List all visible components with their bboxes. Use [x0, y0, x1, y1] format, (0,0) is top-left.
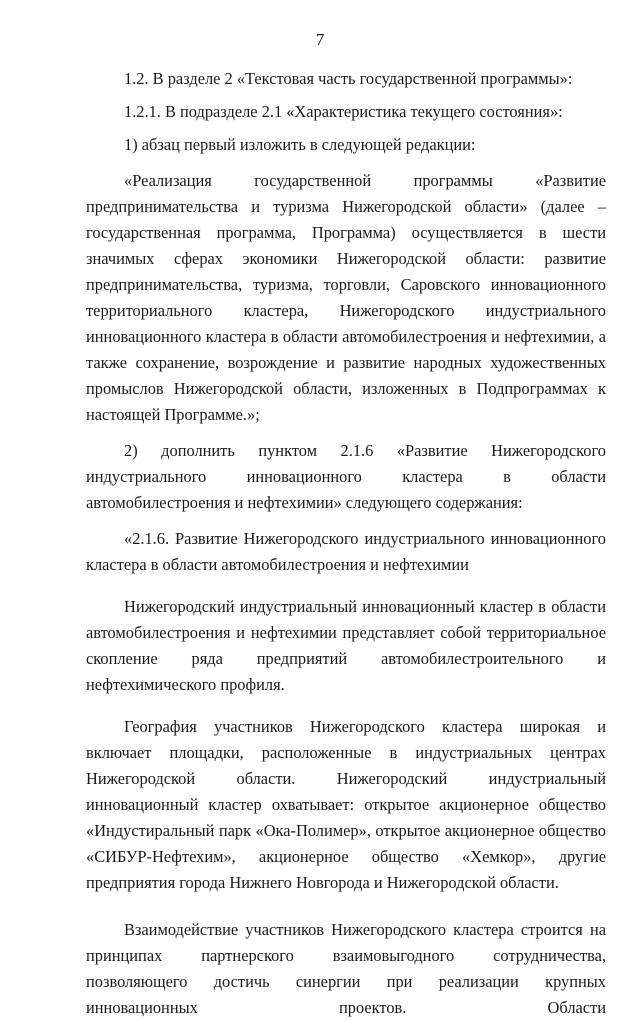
cluster-interaction-paragraph: Взаимодействие участников Нижегородского кластера строится на принципах партнерского взаимовыгодного сотрудничества, позволяющего достичь синергии при реализации крупных инновационных проектов. Области — [86, 920, 606, 1017]
section-amendment-heading: 1.2. В разделе 2 «Текстовая часть государственной программы»: — [124, 69, 573, 88]
cluster-geography-paragraph: География участников Нижегородского кластера широкая и включает площадки, расположенные в индустриальных центрах Нижегородской области. Нижегородский индустриальный инновационный кластер охватывает: открытое акционерное общество «Индустиральный парк «Ока-Полимер», открытое акционерное общество «СИБУР-Нефтехим», акционерное общество «Хемкор», другие предприятия города Нижнего Новгорода и Нижегородской области. — [86, 717, 606, 892]
amendment-item-1: 1) абзац первый изложить в следующей редакции: — [124, 135, 476, 154]
document-body — [86, 66, 606, 1021]
amendment-item-2: 2) дополнить пунктом 2.1.6 «Развитие Нижегородского индустриального инновационного кластера в области автомобилестроения и нефтехимии» следующего содержания: — [86, 441, 606, 512]
subsection-amendment-heading: 1.2.1. В подразделе 2.1 «Характеристика текущего состояния»: — [124, 102, 563, 121]
program-realization-paragraph: «Реализация государственной программы «Развитие предпринимательства и туризма Нижегородской области» (далее – государственная программа, Программа) осуществляется в шести значимых сферах экономики Нижегородской области: развитие предпринимательства, туризма, торговли, Саровского инновационного территориального кластера, Нижегородского индустриального инновационного кластера в области автомобилестроения и нефтехимии, а также сохранение, возрождение и развитие народных художественных промыслов Нижегородской области, изложенных в Подпрограммах к настоящей Программе.»; — [86, 171, 606, 424]
cluster-description-paragraph: Нижегородский индустриальный инновационный кластер в области автомобилестроения и нефтехимии представляет собой территориальное скопление ряда предприятий автомобилестроительного и нефтехимического профиля. — [86, 597, 606, 694]
page-number: 7 — [315, 30, 325, 49]
cluster-section-title: «2.1.6. Развитие Нижегородского индустриального инновационного кластера в области автомобилестроения и нефтехимии — [86, 529, 606, 574]
